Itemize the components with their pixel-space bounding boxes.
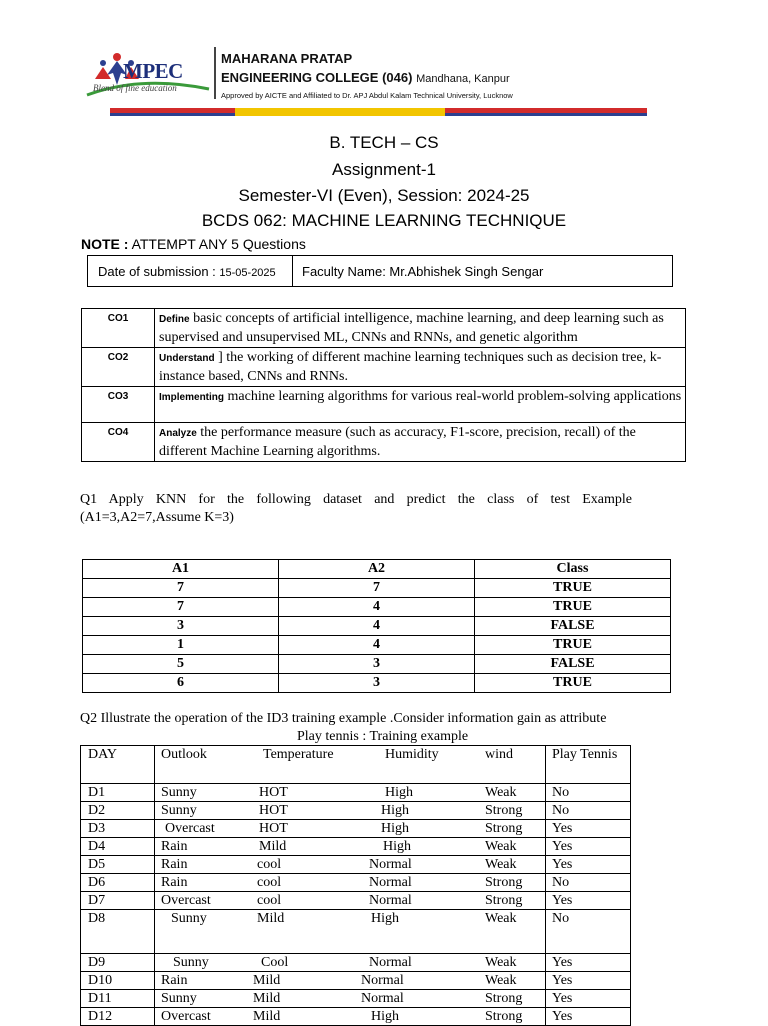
temperature-cell: Cool	[261, 955, 289, 970]
play-cell: No	[546, 874, 631, 892]
question-2-subtitle: Play tennis : Training example	[297, 729, 469, 744]
header-bar-yellow	[235, 108, 445, 116]
course-title: BCDS 062: MACHINE LEARNING TECHNIQUE	[201, 211, 567, 230]
play-tennis-row	[81, 802, 631, 820]
wind-cell: Strong	[485, 991, 523, 1006]
co-code: CO2	[82, 348, 155, 387]
outlook-cell: Rain	[161, 875, 188, 890]
co-code: CO4	[82, 423, 155, 462]
attributes-inner	[155, 1008, 545, 1025]
outlook-cell: Rain	[161, 973, 188, 988]
play-tennis-row	[81, 784, 631, 802]
co-keyword: Implementing	[159, 392, 225, 403]
humidity-cell: Normal	[369, 857, 412, 872]
attributes-inner	[155, 874, 545, 891]
note-line	[81, 236, 306, 252]
attributes-cell	[155, 874, 546, 892]
play-tennis-table	[80, 745, 631, 1026]
college-place: Mandhana, Kanpur	[416, 73, 510, 85]
humidity-header: Humidity	[385, 747, 439, 762]
attributes-inner	[155, 954, 545, 971]
co-row	[82, 309, 686, 348]
wind-cell: Weak	[485, 857, 517, 872]
wind-header: wind	[485, 747, 513, 762]
knn-cell: 4	[279, 617, 475, 636]
co-description	[155, 423, 686, 462]
attributes-cell	[155, 838, 546, 856]
wind-cell: Strong	[485, 893, 523, 908]
knn-cell: TRUE	[475, 579, 671, 598]
co-text: ] the working of different machine learning techniques such as decision tree, k-instance based, CNNs and RNNs.	[159, 350, 662, 384]
attributes-inner	[155, 972, 545, 989]
play-cell: Yes	[546, 1008, 631, 1026]
faculty-name: Faculty Name: Mr.Abhishek Singh Sengar	[302, 264, 544, 279]
program-title: B. TECH – CS	[329, 133, 439, 152]
day-cell: D9	[81, 954, 155, 972]
knn-header-cell: A1	[83, 560, 279, 579]
play-tennis-row	[81, 892, 631, 910]
knn-cell: 3	[279, 655, 475, 674]
knn-dataset-table	[82, 559, 671, 693]
co-text: machine learning algorithms for various real-world problem-solving applications	[224, 389, 682, 404]
knn-row	[83, 617, 671, 636]
college-logo	[81, 45, 211, 103]
co-keyword: Define	[159, 314, 190, 325]
outlook-cell: Rain	[161, 857, 188, 872]
question-1: Q1 Apply KNN for the following dataset and predict the class of test Example (A1=3,A2=7,Assume K=3)	[80, 492, 632, 525]
day-cell: D3	[81, 820, 155, 838]
semester-title: Semester-VI (Even), Session: 2024-25	[238, 186, 530, 205]
humidity-cell: High	[371, 911, 399, 926]
course-outcomes-table	[81, 308, 686, 462]
knn-row	[83, 674, 671, 693]
play-cell: No	[546, 784, 631, 802]
co-description	[155, 348, 686, 387]
logo-tagline: Blend of fine education	[93, 83, 177, 93]
attributes-cell	[155, 990, 546, 1008]
knn-cell: FALSE	[475, 655, 671, 674]
humidity-cell: High	[381, 803, 409, 818]
knn-cell: 3	[83, 617, 279, 636]
humidity-cell: High	[383, 839, 411, 854]
wind-cell: Strong	[485, 875, 523, 890]
logo-text: MPEC	[123, 59, 183, 83]
humidity-cell: High	[371, 1009, 399, 1024]
temperature-cell: HOT	[259, 821, 288, 836]
co-row	[82, 423, 686, 462]
play-tennis-row	[81, 972, 631, 990]
temperature-cell: HOT	[259, 785, 288, 800]
attributes-inner	[155, 746, 545, 783]
outlook-cell: Overcast	[165, 821, 215, 836]
temperature-cell: HOT	[259, 803, 288, 818]
wind-cell: Strong	[485, 803, 523, 818]
play-tennis-row	[81, 990, 631, 1008]
day-cell: D8	[81, 910, 155, 954]
attributes-cell	[155, 802, 546, 820]
attributes-inner	[155, 856, 545, 873]
play-cell: Yes	[546, 820, 631, 838]
humidity-cell: High	[385, 785, 413, 800]
college-header	[81, 45, 647, 115]
knn-cell: 7	[83, 598, 279, 617]
college-approval: Approved by AICTE and Affiliated to Dr. APJ Abdul Kalam Technical University, Lucknow	[221, 91, 513, 100]
wind-cell: Weak	[485, 785, 517, 800]
wind-cell: Strong	[485, 821, 523, 836]
knn-cell: 4	[279, 636, 475, 655]
knn-cell: FALSE	[475, 617, 671, 636]
knn-cell: 1	[83, 636, 279, 655]
co-row	[82, 348, 686, 387]
temperature-cell: Mild	[253, 1009, 281, 1024]
note-text: ATTEMPT ANY 5 Questions	[128, 236, 306, 252]
college-name-line1: MAHARANA PRATAP	[221, 51, 353, 66]
knn-row	[83, 655, 671, 674]
wind-cell: Weak	[485, 955, 517, 970]
wind-cell: Weak	[485, 973, 517, 988]
temperature-cell: cool	[257, 875, 282, 890]
play-header: Play Tennis	[546, 746, 631, 784]
knn-header-cell: Class	[475, 560, 671, 579]
temperature-cell: Mild	[259, 839, 287, 854]
play-tennis-row	[81, 874, 631, 892]
wind-cell: Weak	[485, 839, 517, 854]
outlook-header: Outlook	[161, 747, 207, 762]
play-cell: No	[546, 802, 631, 820]
outlook-cell: Rain	[161, 839, 188, 854]
attributes-cell	[155, 856, 546, 874]
co-keyword: Understand	[159, 353, 215, 364]
knn-cell: 7	[279, 579, 475, 598]
college-name-line2	[221, 70, 510, 85]
co-text: the performance measure (such as accuracy, F1-score, precision, recall) of the different Machine Learning algorithms.	[159, 425, 636, 459]
play-tennis-row	[81, 910, 631, 954]
wind-cell: Strong	[485, 1009, 523, 1024]
attributes-inner	[155, 892, 545, 909]
co-text: basic concepts of artificial intelligence, machine learning, and deep learning such as supervised and unsupervised ML, CNNs and RNNs, and genetic algorithm	[159, 311, 664, 345]
play-tennis-row	[81, 1008, 631, 1026]
day-cell: D5	[81, 856, 155, 874]
attributes-inner	[155, 784, 545, 801]
college-code: (046)	[382, 70, 413, 85]
humidity-cell: High	[381, 821, 409, 836]
play-tennis-row	[81, 838, 631, 856]
attributes-inner	[155, 820, 545, 837]
day-cell: D11	[81, 990, 155, 1008]
knn-cell: 5	[83, 655, 279, 674]
attributes-cell	[155, 784, 546, 802]
play-cell: Yes	[546, 972, 631, 990]
outlook-cell: Overcast	[161, 893, 211, 908]
temperature-cell: Mild	[253, 991, 281, 1006]
attributes-inner	[155, 802, 545, 819]
college-name: ENGINEERING COLLEGE	[221, 70, 379, 85]
temperature-cell: Mild	[253, 973, 281, 988]
knn-cell: TRUE	[475, 636, 671, 655]
attributes-cell	[155, 892, 546, 910]
day-cell: D12	[81, 1008, 155, 1026]
play-tennis-row	[81, 954, 631, 972]
humidity-cell: Normal	[369, 875, 412, 890]
play-tennis-header-row	[81, 746, 631, 784]
outlook-cell: Sunny	[171, 911, 207, 926]
day-cell: D2	[81, 802, 155, 820]
attributes-cell	[155, 910, 546, 954]
co-row	[82, 387, 686, 423]
knn-row	[83, 579, 671, 598]
outlook-cell: Overcast	[161, 1009, 211, 1024]
day-header: DAY	[81, 746, 155, 784]
attributes-inner	[155, 990, 545, 1007]
submission-date-cell	[88, 256, 293, 286]
attributes-inner	[155, 838, 545, 855]
knn-cell: TRUE	[475, 674, 671, 693]
co-description	[155, 387, 686, 423]
knn-cell: 6	[83, 674, 279, 693]
co-keyword: Analyze	[159, 428, 197, 439]
submission-box	[87, 255, 673, 287]
humidity-cell: Normal	[369, 893, 412, 908]
day-cell: D7	[81, 892, 155, 910]
play-cell: No	[546, 910, 631, 954]
knn-row	[83, 636, 671, 655]
outlook-cell: Sunny	[173, 955, 209, 970]
temperature-cell: cool	[257, 893, 282, 908]
attributes-cell	[155, 746, 546, 784]
temperature-cell: Mild	[257, 911, 285, 926]
knn-header-cell: A2	[279, 560, 475, 579]
play-tennis-row	[81, 820, 631, 838]
temperature-header: Temperature	[263, 747, 334, 762]
attributes-cell	[155, 972, 546, 990]
play-cell: Yes	[546, 892, 631, 910]
question-2: Q2 Illustrate the operation of the ID3 training example .Consider information gain as attribute	[80, 711, 607, 726]
play-cell: Yes	[546, 990, 631, 1008]
humidity-cell: Normal	[369, 955, 412, 970]
assignment-title: Assignment-1	[332, 160, 436, 179]
header-divider	[214, 47, 216, 99]
co-code: CO3	[82, 387, 155, 423]
play-cell: Yes	[546, 856, 631, 874]
temperature-cell: cool	[257, 857, 282, 872]
attributes-cell	[155, 1008, 546, 1026]
play-cell: Yes	[546, 954, 631, 972]
attributes-cell	[155, 954, 546, 972]
note-label: NOTE :	[81, 236, 129, 252]
play-tennis-row	[81, 856, 631, 874]
attributes-cell	[155, 820, 546, 838]
day-cell: D10	[81, 972, 155, 990]
knn-row	[83, 598, 671, 617]
knn-cell: 4	[279, 598, 475, 617]
knn-cell: TRUE	[475, 598, 671, 617]
play-cell: Yes	[546, 838, 631, 856]
outlook-cell: Sunny	[161, 991, 197, 1006]
co-code: CO1	[82, 309, 155, 348]
submission-date-value: 15-05-2025	[219, 267, 276, 279]
submission-date	[98, 264, 276, 279]
knn-cell: 7	[83, 579, 279, 598]
day-cell: D6	[81, 874, 155, 892]
co-description	[155, 309, 686, 348]
humidity-cell: Normal	[361, 973, 404, 988]
day-cell: D1	[81, 784, 155, 802]
wind-cell: Weak	[485, 911, 517, 926]
humidity-cell: Normal	[361, 991, 404, 1006]
attributes-inner	[155, 910, 545, 953]
submission-date-label: Date of submission :	[98, 264, 220, 279]
outlook-cell: Sunny	[161, 803, 197, 818]
outlook-cell: Sunny	[161, 785, 197, 800]
knn-cell: 3	[279, 674, 475, 693]
day-cell: D4	[81, 838, 155, 856]
